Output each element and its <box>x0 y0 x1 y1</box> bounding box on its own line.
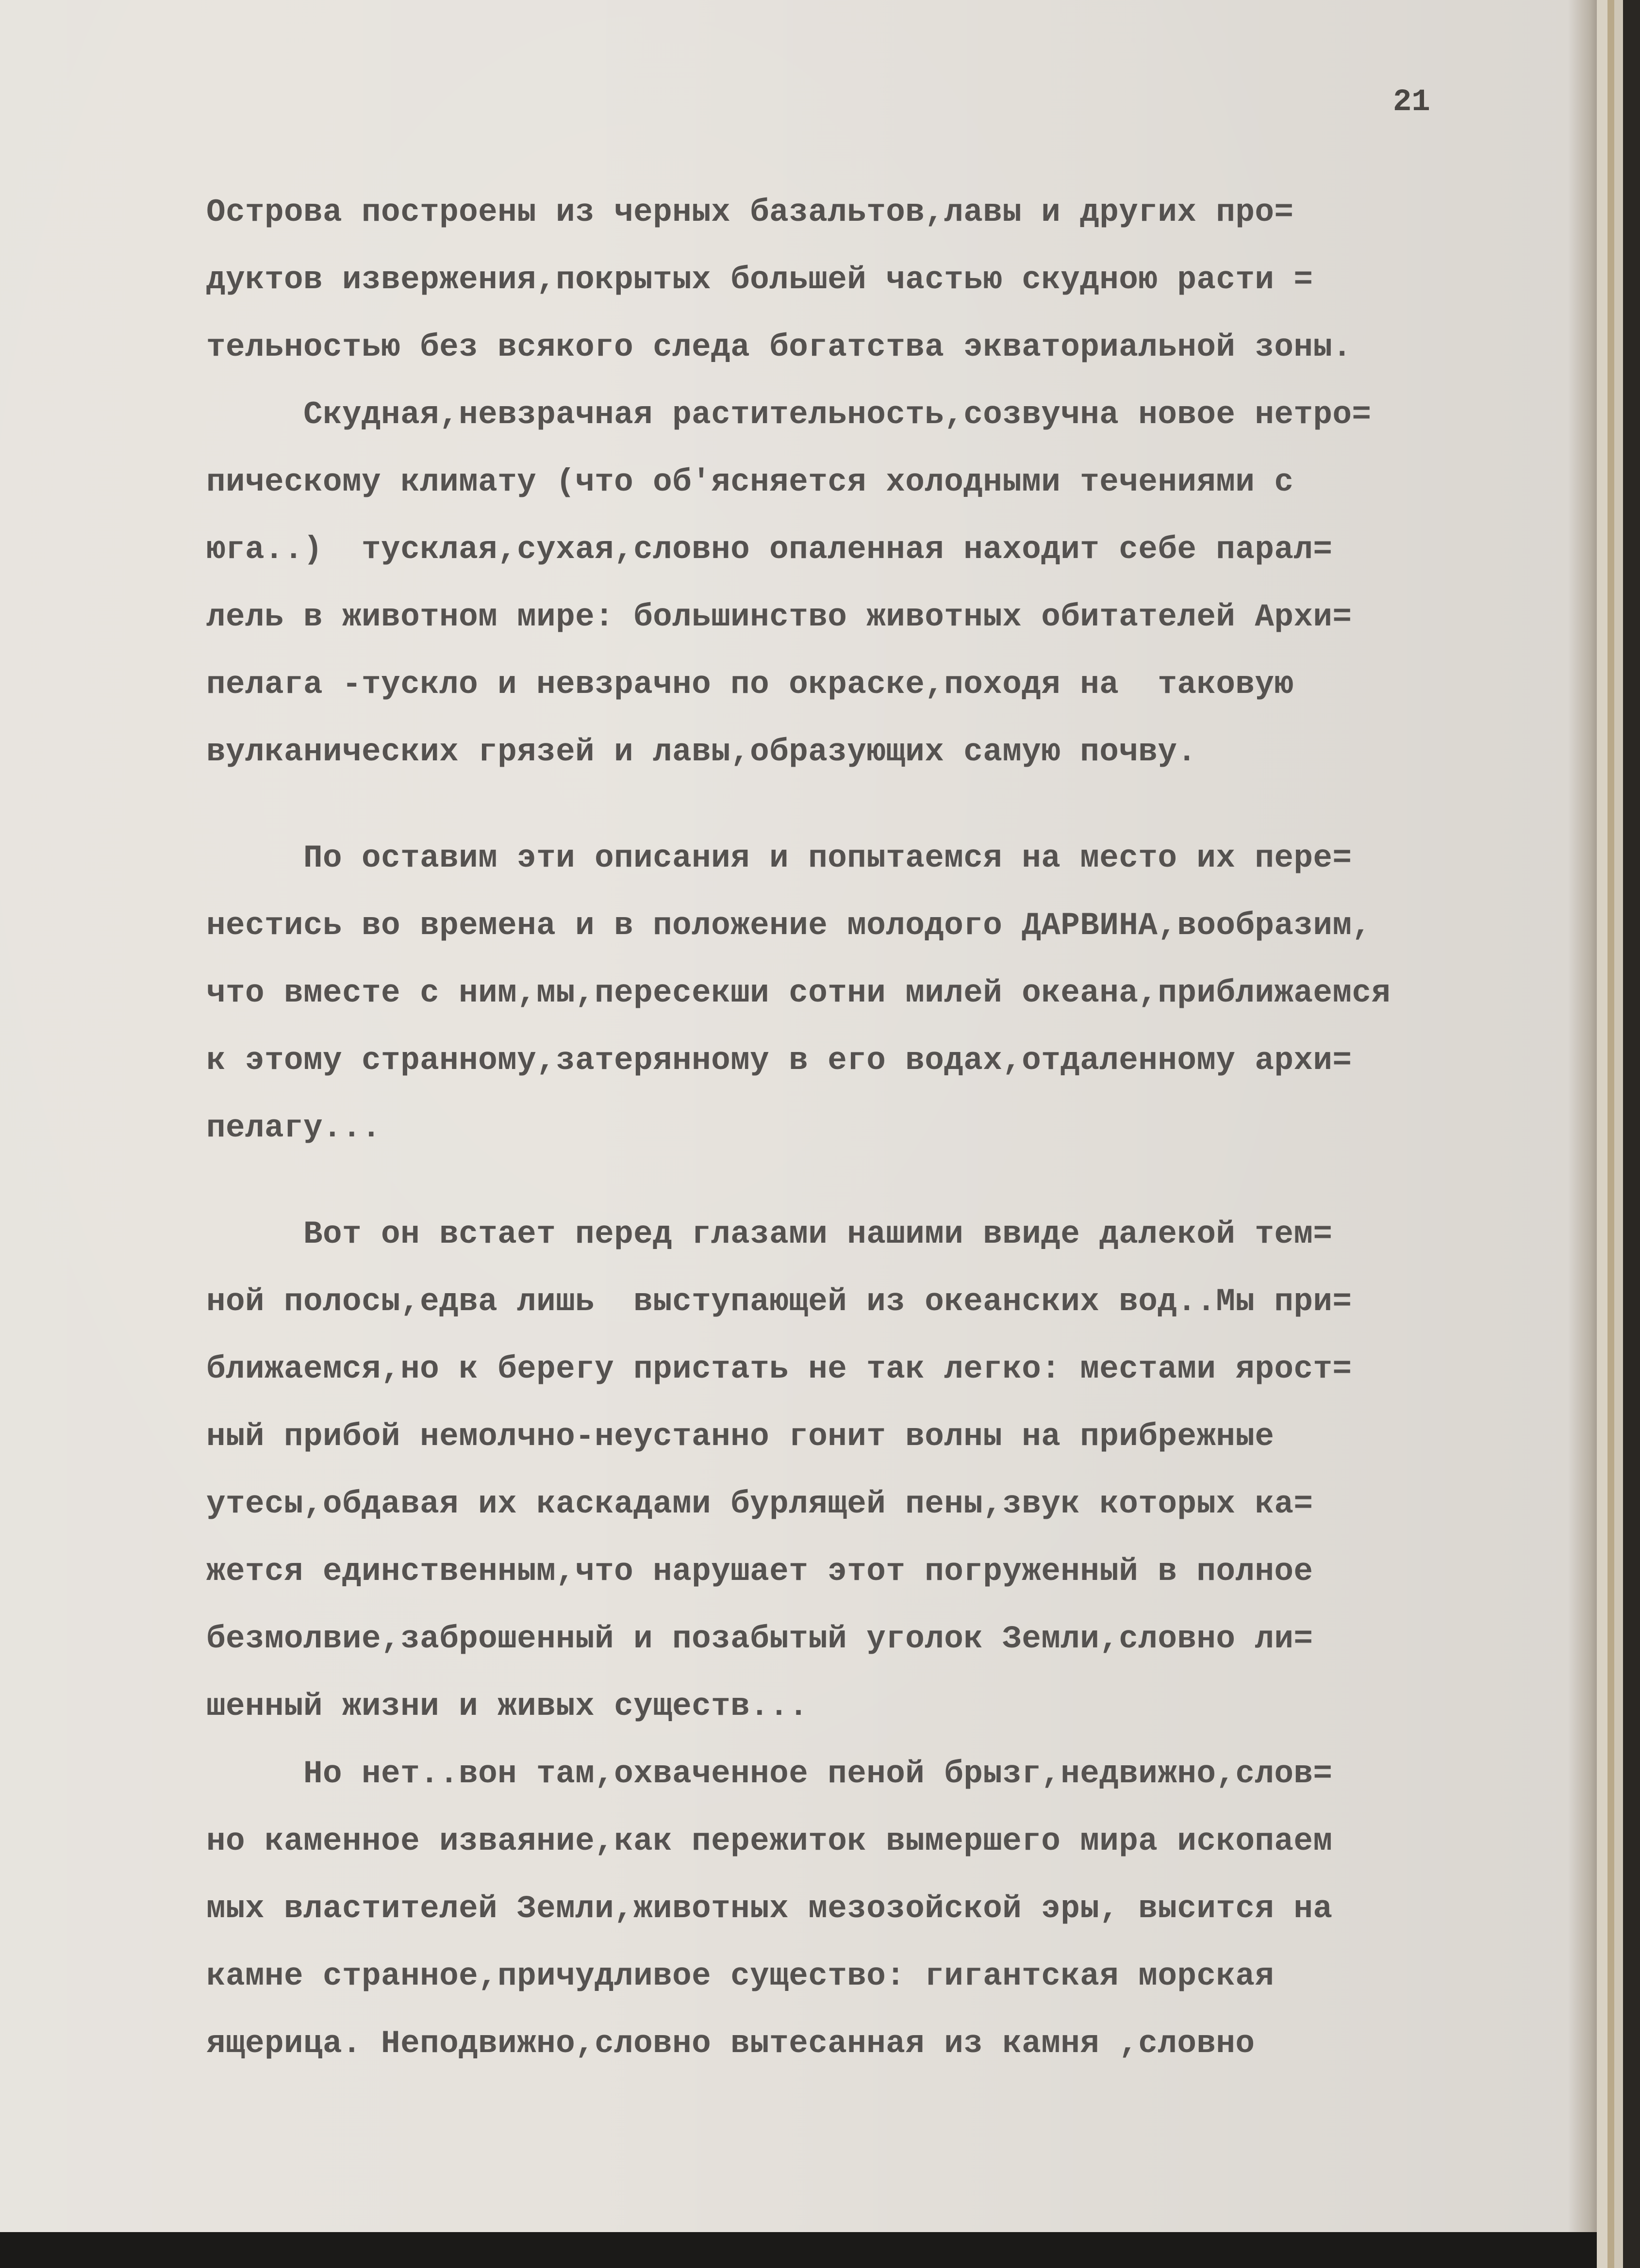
text-line: ближаемся,но к берегу пристать не так легко: местами ярост= <box>206 1351 1352 1387</box>
text-line: жется единственным,что нарушает этот погруженный в полное <box>206 1553 1313 1590</box>
text-line: ной полосы,едва лишь выступающей из океанских вод..Мы при= <box>206 1283 1352 1320</box>
text-line: Острова построены из черных базальтов,лавы и других про= <box>206 194 1294 230</box>
binder-edge <box>1614 0 1623 2268</box>
paragraph <box>206 179 1546 381</box>
text-line: но каменное изваяние,как пережиток вымершего мира ископаем <box>206 1823 1333 1859</box>
text-line: Но нет..вон там,охваченное пеной брызг,недвижно,слов= <box>206 1756 1333 1792</box>
text-line: Вот он встает перед глазами нашими ввиде далекой тем= <box>206 1216 1333 1252</box>
scan-background-edge <box>1623 0 1640 2268</box>
text-line: лель в животном мире: большинство животных обитателей Архи= <box>206 599 1352 635</box>
text-line: безмолвие,заброшенный и позабытый уголок Земли,словно ли= <box>206 1621 1313 1657</box>
text-line: пическому климату (что об'ясняется холодными течениями с <box>206 464 1294 500</box>
text-line: ящерица. Неподвижно,словно вытесанная из камня ,словно <box>206 2025 1255 2062</box>
page-number: 21 <box>1393 85 1430 120</box>
text-line: что вместе с ним,мы,пересекши сотни милей океана,приближаемся <box>206 975 1391 1011</box>
text-line: вулканических грязей и лавы,образующих самую почву. <box>206 734 1197 770</box>
paragraph-gap <box>206 1162 1546 1200</box>
binder-edge <box>1607 0 1614 2268</box>
text-line: к этому странному,затерянному в его водах,отдаленному архи= <box>206 1042 1352 1079</box>
text-line: дуктов извержения,покрытых большей частью скудною расти = <box>206 262 1313 298</box>
paragraph-gap <box>206 786 1546 824</box>
paragraph <box>206 1200 1546 1740</box>
text-line: юга..) тусклая,сухая,словно опаленная находит себе парал= <box>206 531 1333 568</box>
text-line: камне странное,причудливое существо: гигантская морская <box>206 1958 1275 1994</box>
text-line: нестись во времена и в положение молодого ДАРВИНА,вообразим, <box>206 907 1372 944</box>
body-text <box>206 179 1546 2077</box>
text-line: пелага -тускло и невзрачно по окраске,походя на таковую <box>206 666 1294 703</box>
text-line: утесы,обдавая их каскадами бурлящей пены,звук которых ка= <box>206 1486 1313 1522</box>
paragraph <box>206 824 1546 1162</box>
text-line: мых властителей Земли,животных мезозойской эры, высится на <box>206 1890 1333 1927</box>
paragraph <box>206 381 1546 786</box>
text-line: тельностью без всякого следа богатства экваториальной зоны. <box>206 329 1352 365</box>
text-line: Скудная,невзрачная растительность,созвучна новое нетро= <box>206 396 1372 433</box>
paragraph <box>206 1740 1546 2077</box>
text-line: ный прибой немолчно-неустанно гонит волны на прибрежные <box>206 1418 1275 1455</box>
text-line: пелагу... <box>206 1110 381 1146</box>
text-line: шенный жизни и живых существ... <box>206 1688 809 1725</box>
text-line: По оставим эти описания и попытаемся на место их пере= <box>206 840 1352 876</box>
binder-edge <box>1597 0 1607 2268</box>
